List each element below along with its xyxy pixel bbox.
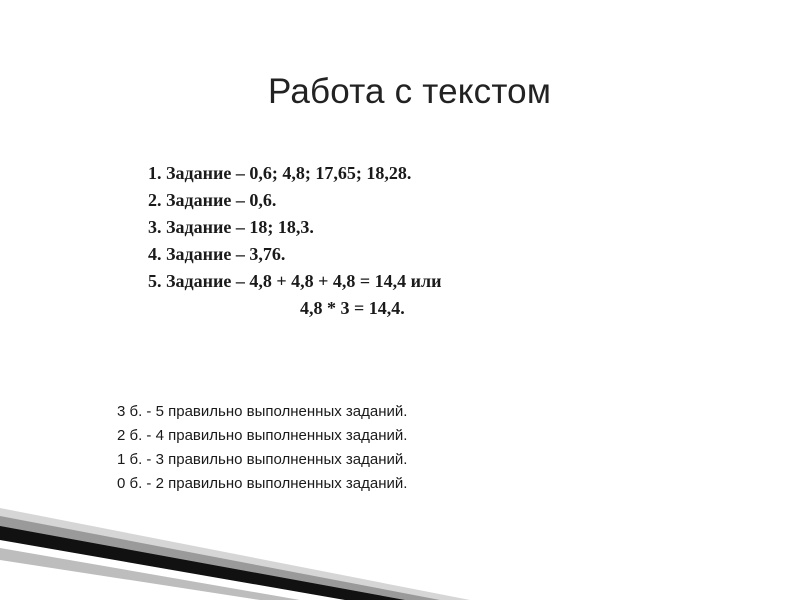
answer-item-2: 2. Задание – 0,6. xyxy=(148,190,277,210)
answer-item-3: 3. Задание – 18; 18,3. xyxy=(148,217,314,237)
answer-item-1: 1. Задание – 0,6; 4,8; 17,65; 18,28. xyxy=(148,163,412,183)
answer-item-4: 4. Задание – 3,76. xyxy=(148,244,286,264)
score-item-3: 3 б. - 5 правильно выполненных заданий. xyxy=(117,403,408,420)
score-item-2: 2 б. - 4 правильно выполненных заданий. xyxy=(117,427,408,444)
stripe-light xyxy=(0,508,470,600)
slide-title: Работа с текстом xyxy=(268,72,552,111)
score-item-0: 0 б. - 2 правильно выполненных заданий. xyxy=(117,475,408,492)
answer-item-5-continuation: 4,8 * 3 = 14,4. xyxy=(300,298,405,318)
score-item-1: 1 б. - 3 правильно выполненных заданий. xyxy=(117,451,408,468)
answer-item-5: 5. Задание – 4,8 + 4,8 + 4,8 = 14,4 или xyxy=(148,271,442,291)
